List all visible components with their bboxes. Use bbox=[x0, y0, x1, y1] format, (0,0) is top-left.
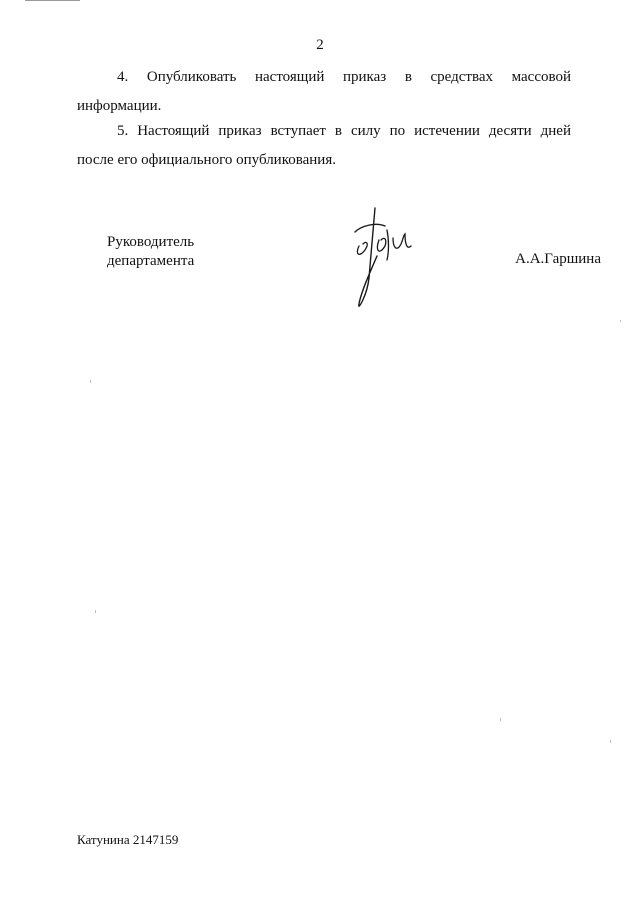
signatory-title bbox=[107, 233, 194, 271]
paragraph-continuation: информации. bbox=[77, 98, 162, 114]
paragraph-item-5 bbox=[77, 117, 571, 175]
signatory-title-line: Руководитель bbox=[107, 234, 195, 250]
paragraph-item-4 bbox=[77, 63, 571, 121]
paragraph-first-line: 4. Опубликовать настоящий приказ в средствах массовой bbox=[117, 69, 571, 85]
scan-speck bbox=[620, 320, 621, 322]
scan-speck bbox=[90, 380, 91, 383]
signatory-title-line: департамента bbox=[107, 253, 195, 269]
page-number: 2 bbox=[316, 37, 324, 53]
scan-speck bbox=[95, 610, 96, 613]
executor-note: Катунина 2147159 bbox=[77, 832, 179, 847]
signatory-name: А.А.Гаршина bbox=[515, 251, 601, 267]
scan-speck bbox=[500, 718, 501, 721]
paragraph-continuation: после его официального опубликования. bbox=[77, 152, 336, 168]
scan-speck bbox=[610, 740, 611, 743]
handwritten-signature bbox=[345, 200, 425, 315]
paragraph-first-line: 5. Настоящий приказ вступает в силу по истечении десяти дней bbox=[117, 123, 571, 139]
scan-edge-mark bbox=[25, 0, 80, 1]
